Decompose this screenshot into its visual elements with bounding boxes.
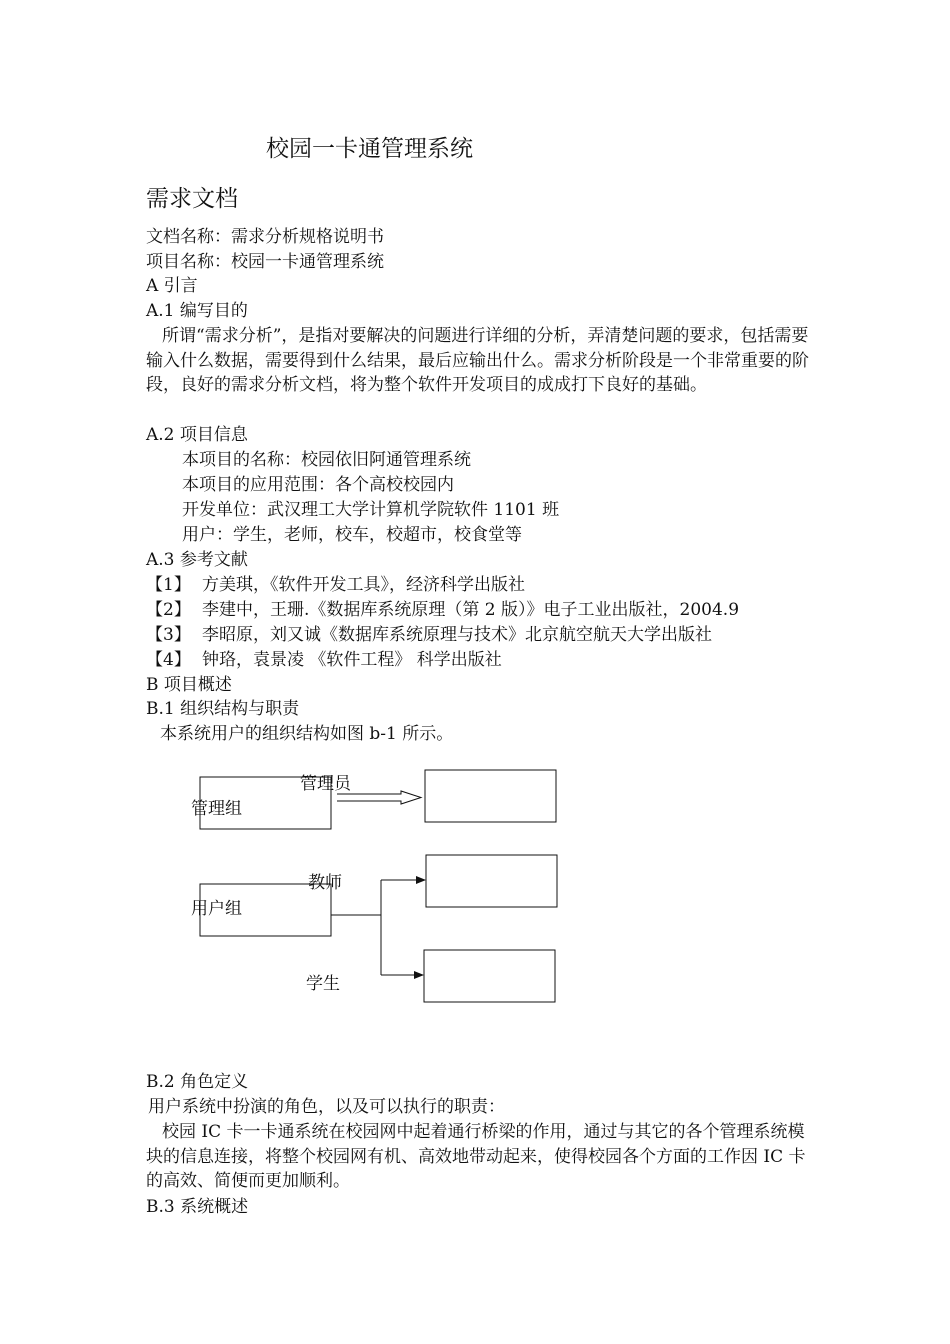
a2-item: 本项目的名称：校园依旧阿通管理系统 xyxy=(182,450,471,470)
doc-name-line: 文档名称：需求分析规格说明书 xyxy=(146,227,384,247)
section-b3-heading: B.3 系统概述 xyxy=(146,1197,249,1217)
project-name-line: 项目名称：校园一卡通管理系统 xyxy=(146,252,384,272)
reference-number: 【1】 xyxy=(146,575,191,595)
reference-number: 【3】 xyxy=(146,625,191,645)
document-heading: 需求文档 xyxy=(146,186,238,212)
reference-item xyxy=(146,598,739,622)
a2-item: 用户：学生，老师，校车，校超市，校食堂等 xyxy=(182,525,522,545)
student-role-label: 学生 xyxy=(306,974,340,994)
admin-arrow xyxy=(337,791,421,804)
a1-paragraph xyxy=(146,324,810,398)
document-title: 校园一卡通管理系统 xyxy=(266,136,473,162)
section-a-heading: A 引言 xyxy=(146,276,198,296)
a2-item: 本项目的应用范围：各个高校校园内 xyxy=(182,475,454,495)
reference-item xyxy=(146,573,525,597)
reference-text: 李建中，王珊.《数据库系统原理（第 2 版）》电子工业出版社，2004.9 xyxy=(202,600,740,620)
user-group-label: 用户组 xyxy=(191,899,242,919)
a1-paragraph-text: 所谓“需求分析”，是指对要解决的问题进行详细的分析，弄清楚问题的要求，包括需要输入什么数据，需要得到什么结果，最后应输出什么。需求分析阶段是一个非常重要的阶段，良好的需求分析文档，将为整个软件开发项目的成成打下良好的基础。 xyxy=(146,326,809,395)
admin-group-box xyxy=(200,777,331,829)
reference-number: 【4】 xyxy=(146,650,191,670)
a2-item: 开发单位：武汉理工大学计算机学院软件 1101 班 xyxy=(182,500,560,520)
admin-group-label: 管理组 xyxy=(191,799,242,819)
section-b1-heading: B.1 组织结构与职责 xyxy=(146,699,300,719)
reference-text: 李昭原，刘又诚《数据库系统原理与技术》北京航空航天大学出版社 xyxy=(202,625,712,645)
admin-role-label: 管理员 xyxy=(300,774,351,794)
b2-paragraph-text: 校园 IC 卡一卡通系统在校园网中起着通行桥梁的作用，通过与其它的各个管理系统模块的信息连接，将整个校园网有机、高效地带动起来，使得校园各个方面的工作因 IC 卡的高效、简便而更加顺利。 xyxy=(146,1122,806,1191)
reference-item xyxy=(146,623,712,647)
b2-text: 用户系统中扮演的角色，以及可以执行的职责： xyxy=(148,1097,505,1117)
section-b2-heading: B.2 角色定义 xyxy=(146,1072,249,1092)
teacher-role-label: 教师 xyxy=(308,873,342,893)
reference-item xyxy=(146,648,502,672)
reference-text: 钟珞，袁景凌 《软件工程》 科学出版社 xyxy=(202,650,502,670)
section-b-heading: B 项目概述 xyxy=(146,675,232,695)
section-a1-heading: A.1 编写目的 xyxy=(146,301,248,321)
student-role-box xyxy=(424,950,555,1002)
teacher-role-box xyxy=(426,855,557,907)
section-a3-heading: A.3 参考文献 xyxy=(146,550,248,570)
reference-text: 方美琪，《软件开发工具》，经济科学出版社 xyxy=(202,575,525,595)
reference-number: 【2】 xyxy=(146,600,191,620)
b2-paragraph xyxy=(146,1120,810,1194)
section-a2-heading: A.2 项目信息 xyxy=(146,425,248,445)
user-group-box xyxy=(200,884,331,936)
b1-text: 本系统用户的组织结构如图 b-1 所示。 xyxy=(160,724,454,744)
admin-role-box xyxy=(425,770,556,822)
